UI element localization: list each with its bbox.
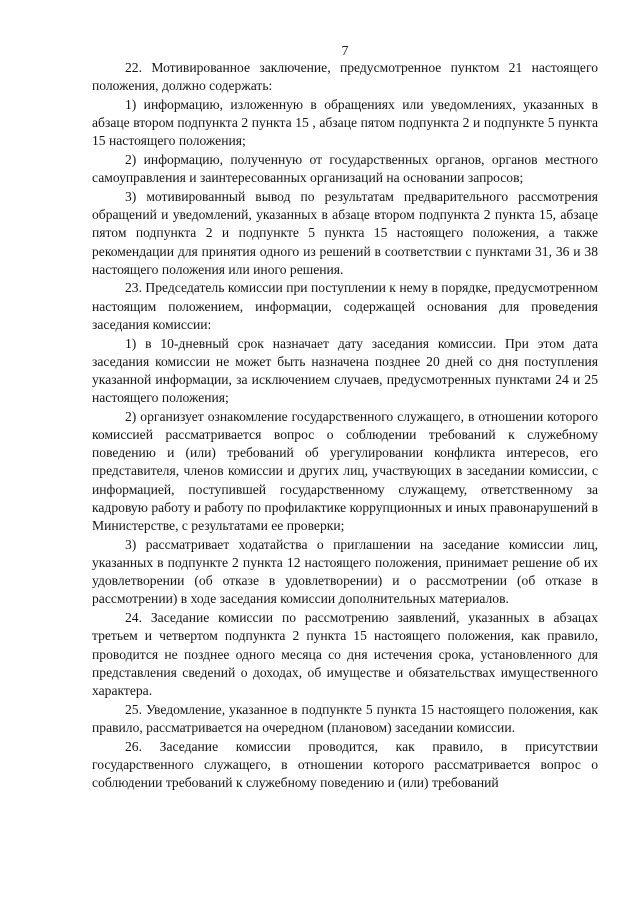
paragraph-26: 26. Заседание комиссии проводится, как правило, в присутствии государственного служащего, в отношении которого рассматривается вопрос о соблюдении требований к служебному поведению и (или) требований bbox=[92, 738, 598, 790]
document-body bbox=[92, 59, 598, 793]
paragraph-25: 25. Уведомление, указанное в подпункте 5 пункта 15 настоящего положения, как правило, рассматривается на очередном (плановом) заседании комиссии. bbox=[92, 701, 598, 735]
paragraph-23: 23. Председатель комиссии при поступлении к нему в порядке, предусмотренном настоящим положением, информации, содержащей основания для проведения заседания комиссии: bbox=[92, 280, 598, 332]
paragraph-24: 24. Заседание комиссии по рассмотрению заявлений, указанных в абзацах третьем и четвертом подпункта 2 пункта 15 настоящего положения, как правило, проводится не позднее одного месяца со дня истечения срока, установленного для представления сведений о доходах, об имуществе и обязательствах имущественного характера. bbox=[92, 610, 598, 698]
paragraph-22: 22. Мотивированное заключение, предусмотренное пунктом 21 настоящего положения, должно содержать: bbox=[92, 60, 598, 94]
paragraph-23-item-3: 3) рассматривает ходатайства о приглашении на заседание комиссии лиц, указанных в подпункте 2 пункта 12 настоящего положения, принимает решение об их удовлетворении (об отказе в удовлетворении) и о рассмотрении (об отказе в рассмотрении) в ходе заседания комиссии дополнительных материалов. bbox=[92, 536, 598, 607]
document-page bbox=[92, 0, 598, 905]
paragraph-22-item-1: 1) информацию, изложенную в обращениях или уведомлениях, указанных в абзаце втором подпункта 2 пункта 15 , абзаце пятом подпункта 2 и подпункте 5 пункта 15 настоящего положения; bbox=[92, 96, 598, 149]
paragraph-22-item-2: 2) информацию, полученную от государственных органов, органов местного самоуправления и заинтересованных организаций на основании запросов; bbox=[92, 152, 598, 186]
paragraph-23-item-2: 2) организует ознакомление государственного служащего, в отношении которого комиссией рассматривается вопрос о соблюдении требований к служебному поведению и (или) требований об урегулировании конфликта интересов, его представителя, членов комиссии и других лиц, участвующих в заседании комиссии, с информацией, поступившей государственному служащему, ответственному за кадровую работу и работу по профилактике коррупционных и иных правонарушений в Министерстве, с результатами ее проверки; bbox=[92, 408, 598, 534]
page-number: 7 bbox=[341, 43, 349, 58]
paragraph-23-item-1: 1) в 10-дневный срок назначает дату заседания комиссии. При этом дата заседания комиссии не может быть назначена позднее 20 дней со дня поступления указанной информации, за исключением случаев, предусмотренных пунктами 24 и 25 настоящего положения; bbox=[92, 335, 598, 406]
paragraph-22-item-3: 3) мотивированный вывод по результатам предварительного рассмотрения обращений и уведомлений, указанных в абзаце втором подпункта 2 пункта 15, абзаце пятом подпункта 2 и подпункте 5 пункта 15 настоящего положения, а также рекомендации для принятия одного из решений в соответствии с пунктами 31, 36 и 38 настоящего положения или иного решения. bbox=[92, 188, 598, 277]
